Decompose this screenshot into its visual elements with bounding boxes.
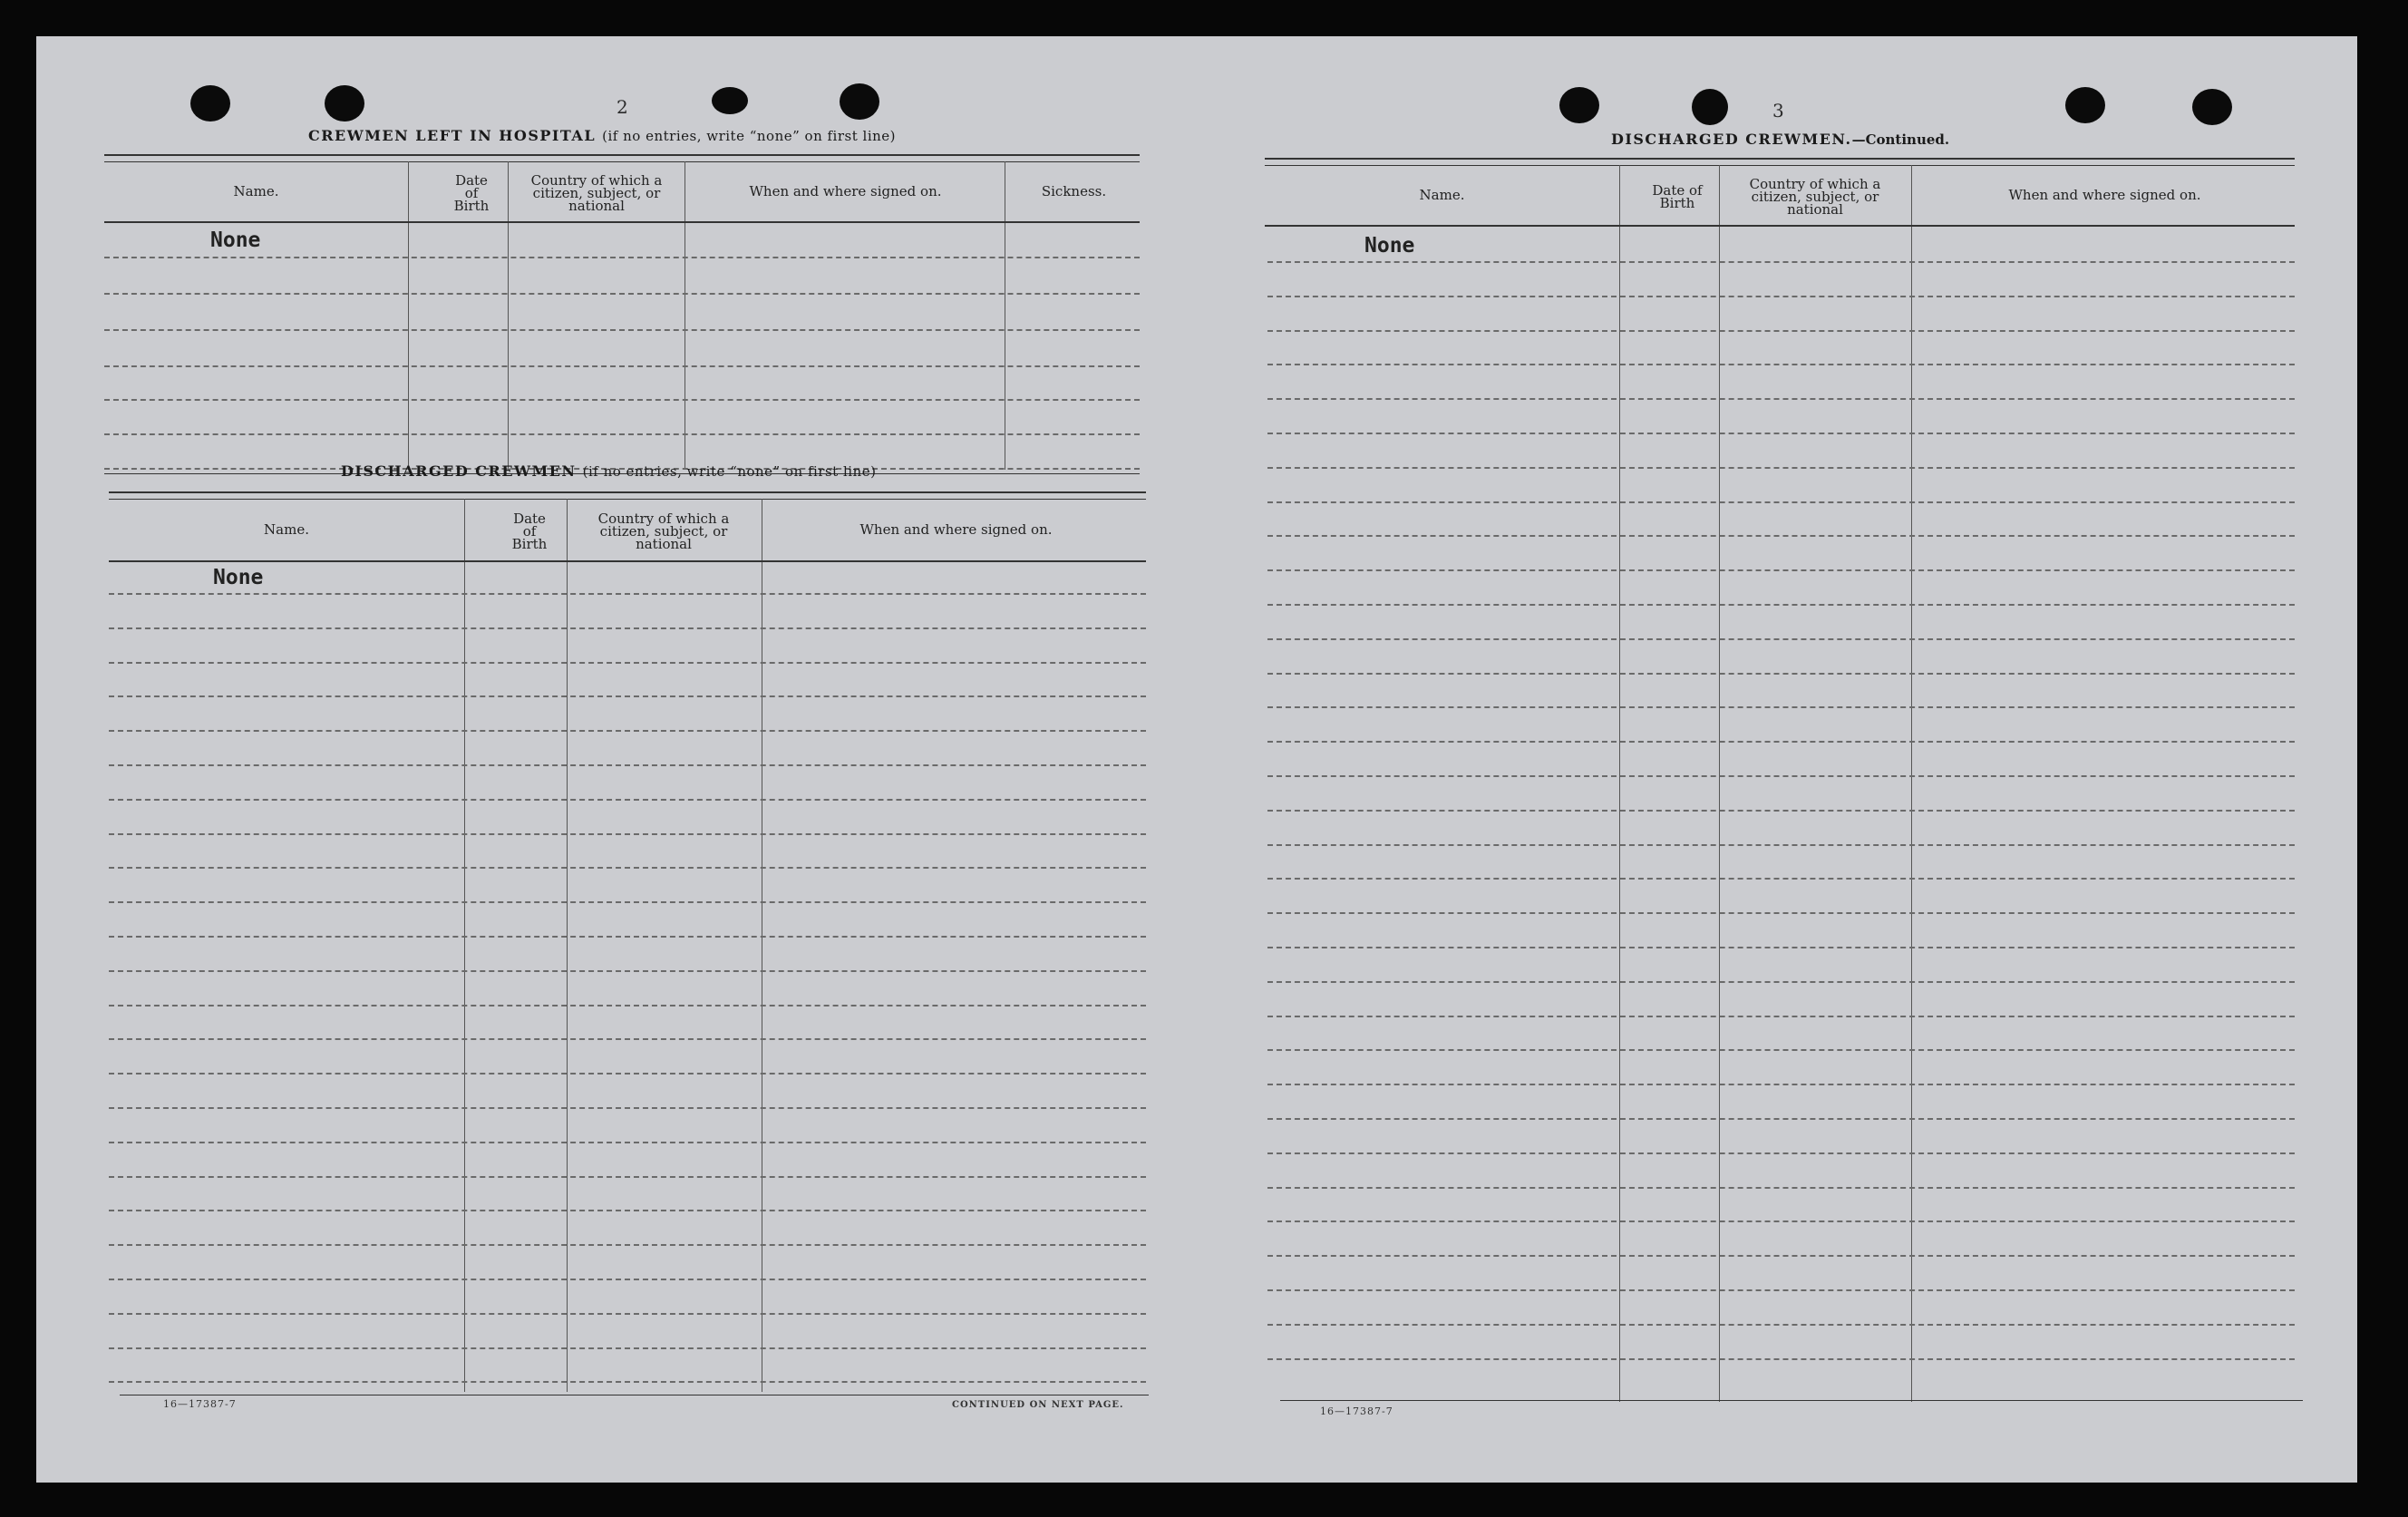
row-line — [1267, 1118, 2295, 1120]
row-line — [109, 1279, 1146, 1280]
row-line — [109, 1005, 1146, 1006]
right-header-signed-on: When and where signed on. — [2008, 187, 2201, 203]
hospital-header-dob: Date of Birth — [453, 172, 490, 214]
row-line — [1267, 947, 2295, 948]
row-line — [109, 1142, 1146, 1143]
row-line — [1267, 467, 2295, 469]
punch-hole — [2192, 89, 2232, 125]
row-line — [1267, 844, 2295, 846]
row-line — [109, 1347, 1146, 1349]
row-line — [1267, 810, 2295, 812]
discharged-col-divider — [567, 499, 568, 1392]
discharged-instruction: (if no entries, write “none” on first line) — [582, 463, 877, 480]
row-line — [1267, 673, 2295, 675]
punch-hole — [712, 87, 748, 114]
right-section-title — [1611, 131, 1949, 148]
row-line — [109, 627, 1146, 629]
hospital-row-line — [104, 329, 1140, 331]
punch-hole — [1559, 87, 1599, 123]
discharged-header-signed-on: When and where signed on. — [859, 521, 1053, 538]
right-footer-code: 16—17387-7 — [1320, 1405, 1393, 1417]
left-footer-code: 16—17387-7 — [163, 1398, 237, 1410]
row-line — [1267, 741, 2295, 743]
right-col-divider — [1911, 165, 1912, 1402]
row-line — [109, 799, 1146, 801]
row-line — [109, 662, 1146, 664]
row-line — [1267, 1289, 2295, 1291]
hospital-row-line — [104, 399, 1140, 401]
row-line — [109, 1313, 1146, 1315]
row-line — [109, 1244, 1146, 1246]
right-title-suffix: —Continued. — [1851, 131, 1950, 148]
row-line — [1267, 878, 2295, 880]
row-line — [1267, 433, 2295, 434]
row-line — [1267, 1324, 2295, 1326]
row-line — [1267, 981, 2295, 983]
row-line — [109, 1073, 1146, 1075]
hospital-instruction: (if no entries, write “none” on first line) — [602, 128, 896, 144]
hospital-title-text: CREWMEN LEFT IN HOSPITAL — [308, 127, 597, 144]
row-line — [109, 695, 1146, 697]
row-line — [1267, 1255, 2295, 1257]
punch-hole — [190, 85, 230, 122]
discharged-header-rule — [109, 560, 1146, 562]
right-col-divider — [1619, 165, 1620, 1402]
row-line — [109, 1107, 1146, 1109]
right-header-rule — [1265, 225, 2295, 227]
row-line — [1267, 398, 2295, 400]
row-line — [1267, 501, 2295, 503]
hospital-row-line — [104, 365, 1140, 367]
right-header-dob: Date of Birth — [1652, 182, 1703, 211]
row-line — [109, 901, 1146, 903]
row-line — [109, 970, 1146, 972]
discharged-header-name: Name. — [264, 521, 309, 538]
hospital-col-divider — [508, 161, 509, 470]
discharged-header-dob: Date of Birth — [511, 511, 548, 552]
punch-hole — [2065, 87, 2105, 123]
discharged-title-text: DISCHARGED CREWMEN — [341, 462, 577, 480]
hospital-section-title — [308, 127, 896, 144]
row-line — [109, 1381, 1146, 1383]
row-line — [1267, 1220, 2295, 1222]
right-col-divider — [1719, 165, 1720, 1402]
row-line — [109, 1038, 1146, 1040]
discharged-entry: None — [213, 566, 264, 589]
row-line — [109, 1176, 1146, 1178]
row-line — [1267, 330, 2295, 332]
row-line — [1267, 296, 2295, 297]
row-line — [1267, 1152, 2295, 1154]
row-line — [1267, 535, 2295, 537]
document-scan — [36, 36, 2357, 1483]
row-line — [109, 833, 1146, 835]
row-line — [1267, 1187, 2295, 1189]
row-line — [1267, 1016, 2295, 1017]
row-line — [109, 867, 1146, 869]
row-line — [109, 730, 1146, 732]
right-entry: None — [1364, 234, 1415, 258]
row-line — [109, 764, 1146, 766]
hospital-header-sickness: Sickness. — [1041, 183, 1107, 199]
hospital-row-line — [104, 293, 1140, 295]
row-line — [1267, 1084, 2295, 1085]
row-line — [1267, 1358, 2295, 1360]
punch-hole — [325, 85, 364, 122]
right-title-text: DISCHARGED CREWMEN. — [1611, 131, 1852, 148]
hospital-header-name: Name. — [233, 183, 279, 199]
right-bottom-rule — [1280, 1400, 2303, 1401]
hospital-header-rule — [104, 221, 1140, 223]
row-line — [109, 1210, 1146, 1211]
row-line — [1267, 604, 2295, 606]
punch-hole — [840, 83, 879, 120]
right-header-name: Name. — [1419, 187, 1465, 203]
hospital-row-line — [104, 433, 1140, 435]
row-line — [1267, 261, 2295, 263]
hospital-entry: None — [210, 229, 261, 252]
hospital-header-signed-on: When and where signed on. — [749, 183, 942, 199]
discharged-header-country: Country of which a citizen, subject, or national — [597, 511, 730, 552]
discharged-col-divider — [464, 499, 465, 1392]
page-number-left: 2 — [617, 96, 628, 118]
left-footer-continued: CONTINUED ON NEXT PAGE. — [952, 1400, 1124, 1410]
hospital-col-divider — [408, 161, 409, 470]
punch-hole — [1692, 89, 1728, 125]
discharged-section-title — [341, 462, 876, 480]
row-line — [1267, 364, 2295, 365]
row-line — [1267, 775, 2295, 777]
hospital-header-country: Country of which a citizen, subject, or national — [530, 172, 663, 214]
hospital-row-line — [104, 257, 1140, 258]
row-line — [1267, 569, 2295, 571]
row-line — [1267, 1049, 2295, 1051]
page-number-right: 3 — [1772, 100, 1784, 122]
row-line — [109, 593, 1146, 595]
right-header-country: Country of which a citizen, subject, or national — [1749, 176, 1881, 218]
row-line — [1267, 912, 2295, 914]
row-line — [1267, 706, 2295, 708]
row-line — [1267, 638, 2295, 640]
row-line — [109, 936, 1146, 938]
